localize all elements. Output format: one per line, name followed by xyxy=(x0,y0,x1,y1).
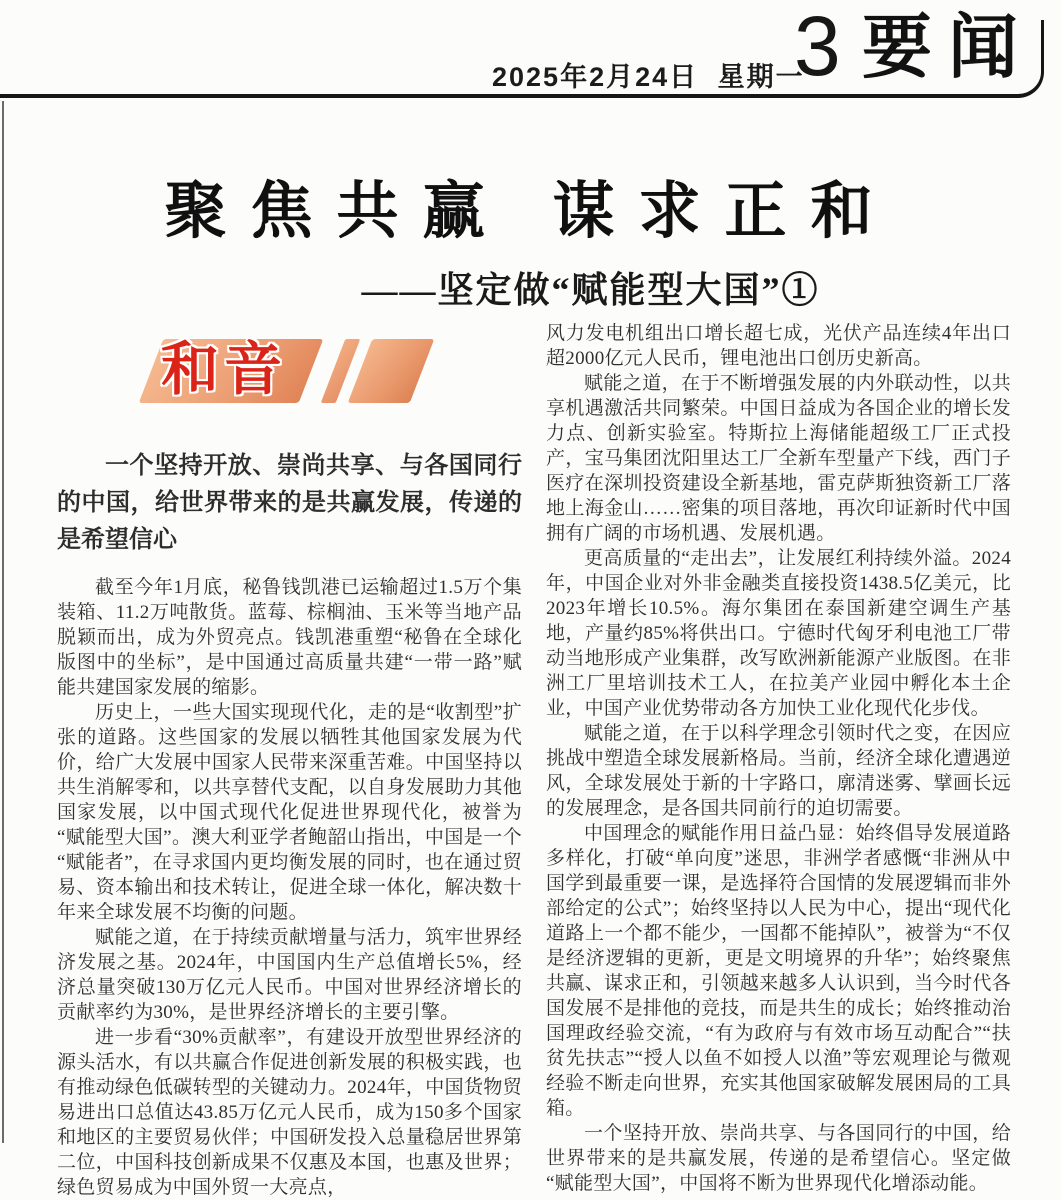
logo-text: 和音 xyxy=(161,337,288,402)
right-column-text xyxy=(546,321,1011,1196)
left-column xyxy=(57,330,522,1200)
body-paragraph: 截至今年1月底，秘鲁钱凯港已运输超过1.5万个集装箱、11.2万吨散货。蓝莓、棕榈油、玉米等当地产品脱颖而出，成为外贸亮点。钱凯港重塑“秘鲁在全球化版图中的坐标”，是中国通过高质量共建“一带一路”赋能共建国家发展的缩影。 xyxy=(57,577,522,698)
body-paragraph: 更高质量的“走出去”，让发展红利持续外溢。2024年，中国企业对外非金融类直接投资1438.5亿美元，比2023年增长10.5%。海尔集团在泰国新建空调生产基地，产量约85%将供出口。宁德时代匈牙利电池工厂带动当地形成产业集群，改写欧洲新能源产业版图。在非洲工厂里培训技术工人，在拉美产业园中孵化本土企业，中国产业优势带动各方加快工业化现代化步伐。 xyxy=(546,548,1011,719)
logo-tail-shape xyxy=(348,339,435,403)
body-paragraph: 赋能之道，在于持续贡献增量与活力，筑牢世界经济发展之基。2024年，中国国内生产总值增长5%，经济总量突破130万亿元人民币。中国对世界经济增长的贡献率约为30%，是世界经济增长的主要引擎。 xyxy=(57,927,522,1023)
left-border-rule xyxy=(2,101,4,1143)
headline-part-2: 谋求正和 xyxy=(552,177,897,246)
body-paragraph: 赋能之道，在于以科学理念引领时代之变，在因应挑战中塑造全球发展新格局。当前，经济全球化遭遇逆风，全球发展处于新的十字路口，廓清迷雾、擘画长远的发展理念，是各国共同前行的迫切需要。 xyxy=(546,723,1011,819)
body-paragraph: 进一步看“30%贡献率”，有建设开放型世界经济的源头活水，有以共赢合作促进创新发展的积极实践，也有推动绿色低碳转型的关键动力。2024年，中国货物贸易进出口总值达43.85万亿元人民币，成为150多个国家和地区的主要贸易伙伴；中国研发投入总量稳居世界第二位，中国科技创新成果不仅惠及本国，也惠及世界；绿色贸易成为中国外贸一大亮点， xyxy=(57,1027,522,1198)
body-paragraph: 赋能之道，在于不断增强发展的内外联动性，以共享机遇激活共同繁荣。中国日益成为各国企业的增长发力点、创新实验室。特斯拉上海储能超级工厂正式投产，宝马集团沈阳里达工厂全新车型量产下线，西门子医疗在深圳投资建设全新基地，雷克萨斯独资新工厂落地上海金山……密集的项目落地，再次印证新时代中国拥有广阔的市场机遇、发展机遇。 xyxy=(546,373,1011,544)
article-headline xyxy=(0,176,1061,247)
body-paragraph: 一个坚持开放、崇尚共享、与各国同行的中国，给世界带来的是共赢发展，传递的是希望信心。坚定做“赋能型大国”，中国将不断为世界现代化增添动能。 xyxy=(546,1123,1011,1194)
body-paragraph: 中国理念的赋能作用日益凸显：始终倡导发展道路多样化，打破“单向度”迷思，非洲学者感慨“非洲从中国学到最重要一课，是选择符合国情的发展逻辑而非外部给定的公式”；始终坚持以人民为中心，提出“现代化道路上一个都不能少，一国都不能掉队”，被誉为“不仅是经济逻辑的更新，更是文明境界的升华”；始终聚焦共赢、谋求正和，引领越来越多人认识到，当今时代各国发展不是排他的竞技，而是共生的成长；始终推动治国理政经验交流，“有为政府与有效市场互动配合”“扶贫先扶志”“授人以鱼不如授人以渔”等宏观理论与微观经验不断走向世界，充实其他国家破解发展困局的工具箱。 xyxy=(546,823,1011,1119)
section-title: 要闻 xyxy=(862,8,1034,86)
article-subtitle: ——坚定做“赋能型大国”① xyxy=(361,270,820,310)
page-number: 3 xyxy=(794,0,841,93)
body-paragraph: 风力发电机组出口增长超七成，光伏产品连续4年出口超2000亿元人民币，锂电池出口创历史新高。 xyxy=(546,323,1011,369)
headline-part-1: 聚焦共赢 xyxy=(164,177,509,246)
page-date: 2025年2月24日 星期一 xyxy=(492,62,805,92)
heyin-column-logo xyxy=(145,336,445,408)
lead-paragraph: 一个坚持开放、崇尚共享、与各国同行的中国，给世界带来的是共赢发展，传递的是希望信心 xyxy=(57,453,522,553)
right-column xyxy=(546,321,1011,1196)
body-paragraph: 历史上，一些大国实现现代化，走的是“收割型”扩张的道路。这些国家的发展以牺牲其他国家发展为代价，给广大发展中国家人民带来深重苦难。中国坚持以共生消解零和，以共享替代支配，以自身发展助力其他国家发展，以中国式现代化促进世界现代化，被誉为“赋能型大国”。澳大利亚学者鲍韶山指出，中国是一个“赋能者”，在寻求国内更均衡发展的同时，也在通过贸易、资本输出和技术转让，促进全球一体化，解决数十年来全球发展不均衡的问题。 xyxy=(57,702,522,923)
left-column-text xyxy=(57,575,522,1200)
